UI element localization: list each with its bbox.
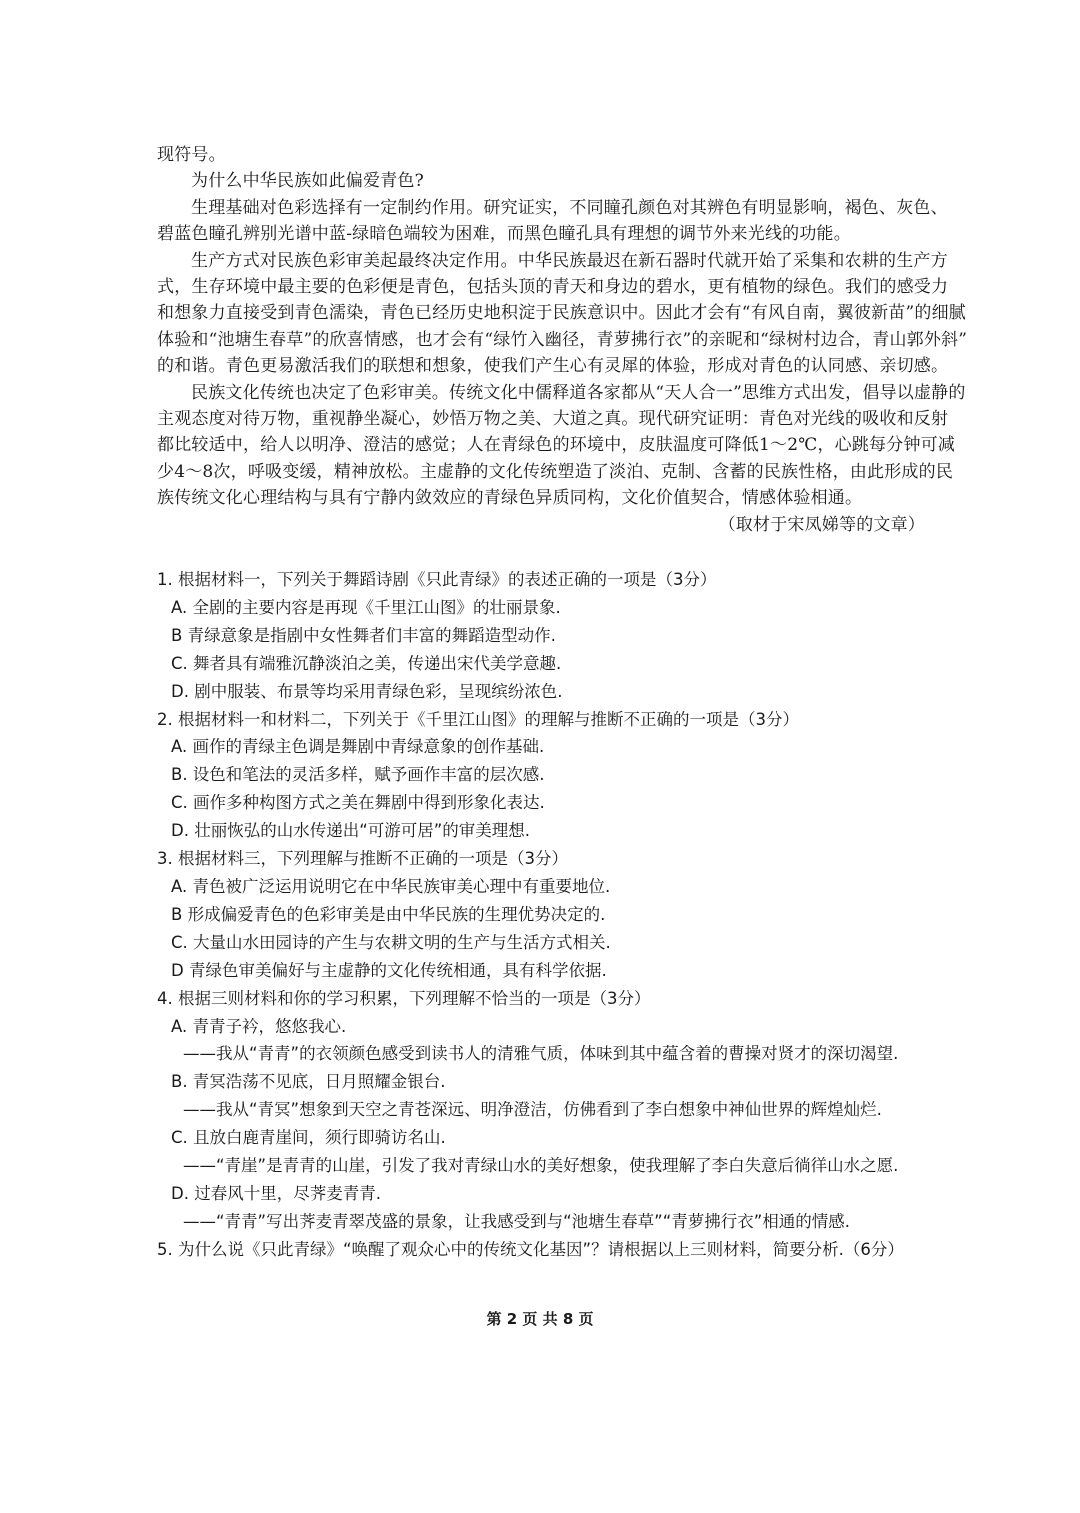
question-stem: 3. 根据材料三，下列理解与推断不正确的一项是（3分） xyxy=(157,849,568,869)
option-a: A. 青色被广泛运用说明它在中华民族审美心理中有重要地位. xyxy=(171,876,611,896)
paragraph-line: 碧蓝色瞳孔辨别光谱中蓝-绿暗色端较为困难，而黑色瞳孔具有理想的调节外来光线的功能。 xyxy=(157,224,851,245)
paragraph-line: 都比较适中，给人以明净、澄洁的感觉；人在青绿色的环境中，皮肤温度可降低1～2℃，心跳每分钟可减 xyxy=(157,435,956,456)
option-d: D 青绿色审美偏好与主虚静的文化传统相通，具有科学依据. xyxy=(171,960,607,980)
option-c: C. 画作多种构图方式之美在舞剧中得到形象化表达. xyxy=(171,793,545,813)
paragraph-line: 的和谐。青色更易激活我们的联想和想象，使我们产生心有灵犀的体验，形成对青色的认同感、亲切感。 xyxy=(157,356,949,377)
option-c: C. 且放白鹿青崖间，须行即骑访名山. xyxy=(171,1128,446,1148)
option-c: C. 舞者具有端雅沉静淡泊之美，传递出宋代美学意趣. xyxy=(171,653,562,673)
question-stem: 2. 根据材料一和材料二，下列关于《千里江山图》的理解与推断不正确的一项是（3分） xyxy=(157,709,799,729)
paragraph-line: 和想象力直接受到青色濡染，青色已经历史地积淀于民族意识中。因此才会有“有风自南，翼彼新苗”的细腻 xyxy=(157,303,966,324)
option-b: B. 设色和笔法的灵活多样，赋予画作丰富的层次感. xyxy=(171,765,545,785)
paragraph-line: 族传统文化心理结构与具有宁静内敛效应的青绿色异质同构，文化价值契合，情感体验相通。 xyxy=(157,488,863,509)
option-b-explanation: ——我从“青冥”想象到天空之青苍深远、明净澄洁，仿佛看到了李白想象中神仙世界的辉煌灿烂. xyxy=(183,1100,882,1120)
option-b: B. 青冥浩荡不见底，日月照耀金银台. xyxy=(171,1072,446,1092)
question-2 xyxy=(157,706,925,846)
option-b: B 青绿意象是指剧中女性舞者们丰富的舞蹈造型动作. xyxy=(171,625,556,645)
paragraph-line: 现符号。 xyxy=(157,145,226,165)
paragraph-line: 民族文化传统也决定了色彩审美。传统文化中儒释道各家都从“天人合一”思维方式出发，倡导以虚静的 xyxy=(191,382,966,403)
page-number: 第 2 页 共 8 页 xyxy=(486,1310,594,1328)
paragraph-line: 少4～8次，呼吸变缓，精神放松。主虚静的文化传统塑造了淡泊、克制、含蓄的民族性格，由此形成的民 xyxy=(157,461,954,482)
option-d: D. 过春风十里，尽荠麦青青. xyxy=(171,1183,381,1203)
question-stem: 1. 根据材料一，下列关于舞蹈诗剧《只此青绿》的表述正确的一项是（3分） xyxy=(157,570,717,589)
paragraph-line: 生产方式对民族色彩审美起最终决定作用。中华民族最迟在新石器时代就开始了采集和农耕的生产方 xyxy=(191,250,948,271)
option-a-explanation: ——我从“青青”的衣领颜色感受到读书人的清雅气质，体味到其中蕴含着的曹操对贤才的深切渴望. xyxy=(183,1044,899,1064)
option-d-explanation: ——“青青”写出荠麦青翠茂盛的景象，让我感受到与“池塘生春草”“青萝拂行衣”相通的情感. xyxy=(183,1211,851,1231)
paragraph-line: 主观态度对待万物，重视静坐凝心，妙悟万物之美、大道之真。现代研究证明：青色对光线的吸收和反射 xyxy=(157,409,949,430)
source-citation: （取材于宋凤娣等的文章） xyxy=(718,514,925,535)
question-stem: 5. 为什么说《只此青绿》“唤醒了观众心中的传统文化基因”？请根据以上三则材料，简要分析.（6分） xyxy=(157,1239,904,1259)
question-4 xyxy=(157,985,925,1236)
option-c-explanation: ——“青崖”是青青的山崖，引发了我对青绿山水的美好想象，使我理解了李白失意后徜徉山水之愿. xyxy=(183,1156,899,1176)
option-a: A. 画作的青绿主色调是舞剧中青绿意象的创作基础. xyxy=(171,737,545,757)
option-a: A. 青青子衿，悠悠我心. xyxy=(171,1016,347,1036)
question-1 xyxy=(157,566,925,706)
paragraph-line: 式，生存环境中最主要的色彩便是青色，包括头顶的青天和身边的碧水，更有植物的绿色。我们的感受力 xyxy=(157,277,949,298)
question-5 xyxy=(157,1236,925,1264)
section-question: 为什么中华民族如此偏爱青色? xyxy=(191,171,424,192)
question-stem: 4. 根据三则材料和你的学习积累，下列理解不恰当的一项是（3分） xyxy=(157,988,651,1008)
question-3 xyxy=(157,845,925,985)
option-b: B 形成偏爱青色的色彩审美是由中华民族的生理优势决定的. xyxy=(171,904,606,924)
material-three xyxy=(157,142,968,538)
question-list xyxy=(157,566,925,1264)
paragraph-line: 生理基础对色彩选择有一定制约作用。研究证实，不同瞳孔颜色对其辨色有明显影响，褐色、灰色、 xyxy=(191,197,948,218)
option-d: D. 剧中服装、布景等均采用青绿色彩，呈现缤纷浓色. xyxy=(171,681,563,701)
option-d: D. 壮丽恢弘的山水传递出“可游可居”的审美理想. xyxy=(171,821,531,841)
paragraph-line: 体验和“池塘生春草”的欣喜情感，也才会有“绿竹入幽径，青萝拂行衣”的亲昵和“绿树村边合，青山郭外斜” xyxy=(157,329,968,350)
option-c: C. 大量山水田园诗的产生与农耕文明的生产与生活方式相关. xyxy=(171,932,611,952)
option-a: A. 全剧的主要内容是再现《千里江山图》的壮丽景象. xyxy=(171,597,561,617)
